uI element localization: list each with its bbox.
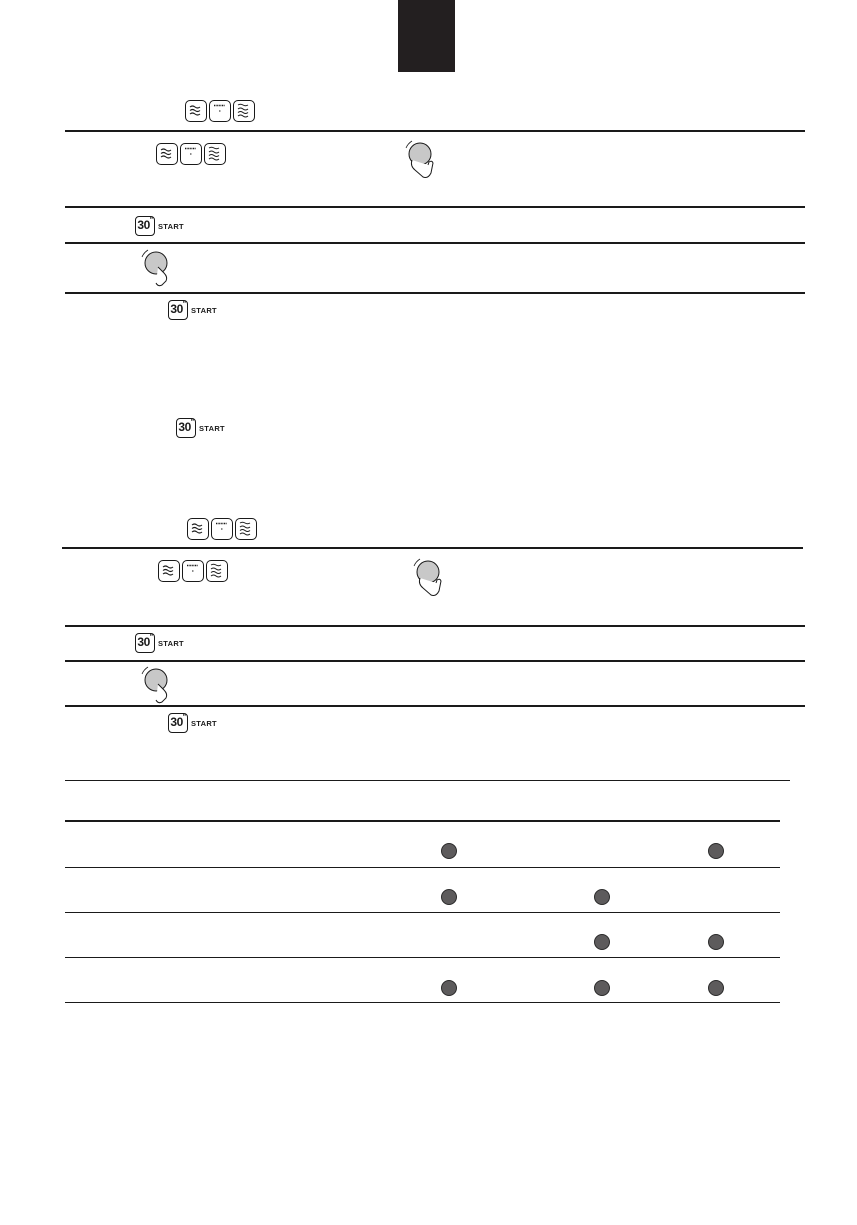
table-row-rule [65, 1002, 780, 1003]
combi-key-icon [206, 560, 228, 582]
microwave-key-icon [156, 143, 178, 165]
table-row-rule [65, 867, 780, 868]
rotary-dial-hand-icon [400, 138, 436, 180]
mode-keys-group [185, 100, 255, 122]
grill-key-icon [209, 100, 231, 122]
rotary-dial-hand-icon [138, 247, 174, 289]
section-tab [398, 0, 455, 72]
rotary-dial-hand-icon [138, 664, 174, 706]
indicator-dot [708, 843, 724, 859]
start-30-button-icon [168, 713, 217, 733]
divider [62, 547, 803, 549]
mode-keys-group [156, 143, 226, 165]
microwave-key-icon [185, 100, 207, 122]
start-label: START [191, 305, 217, 315]
indicator-dot [594, 889, 610, 905]
start-30-icon: 30" [135, 633, 155, 653]
combi-key-icon [204, 143, 226, 165]
indicator-dot [441, 889, 457, 905]
indicator-dot [594, 980, 610, 996]
microwave-key-icon [158, 560, 180, 582]
indicator-dot [708, 980, 724, 996]
table-top-rule [65, 780, 790, 781]
start-30-icon: 30" [176, 418, 196, 438]
indicator-dot [441, 980, 457, 996]
divider [65, 292, 805, 294]
mode-keys-group [158, 560, 228, 582]
start-30-button-icon [135, 633, 184, 653]
grill-key-icon [180, 143, 202, 165]
start-30-button-icon [168, 300, 217, 320]
start-30-button-icon [176, 418, 225, 438]
start-label: START [158, 638, 184, 648]
start-30-icon: 30" [135, 216, 155, 236]
start-30-icon: 30" [168, 300, 188, 320]
indicator-dot [708, 934, 724, 950]
rotary-dial-hand-icon [408, 556, 444, 598]
start-30-icon: 30" [168, 713, 188, 733]
microwave-key-icon [187, 518, 209, 540]
divider [65, 705, 805, 707]
start-30-button-icon [135, 216, 184, 236]
divider [65, 242, 805, 244]
mode-keys-group [187, 518, 257, 540]
grill-key-icon [182, 560, 204, 582]
divider [65, 206, 805, 208]
divider [65, 660, 805, 662]
combi-key-icon [233, 100, 255, 122]
start-label: START [158, 221, 184, 231]
indicator-dot [594, 934, 610, 950]
table-row-rule [65, 912, 780, 913]
start-label: START [199, 423, 225, 433]
table-row-rule [65, 957, 780, 958]
table-header-rule [65, 820, 780, 822]
indicator-dot [441, 843, 457, 859]
start-label: START [191, 718, 217, 728]
divider [65, 625, 805, 627]
grill-key-icon [211, 518, 233, 540]
combi-key-icon [235, 518, 257, 540]
divider [65, 130, 805, 132]
